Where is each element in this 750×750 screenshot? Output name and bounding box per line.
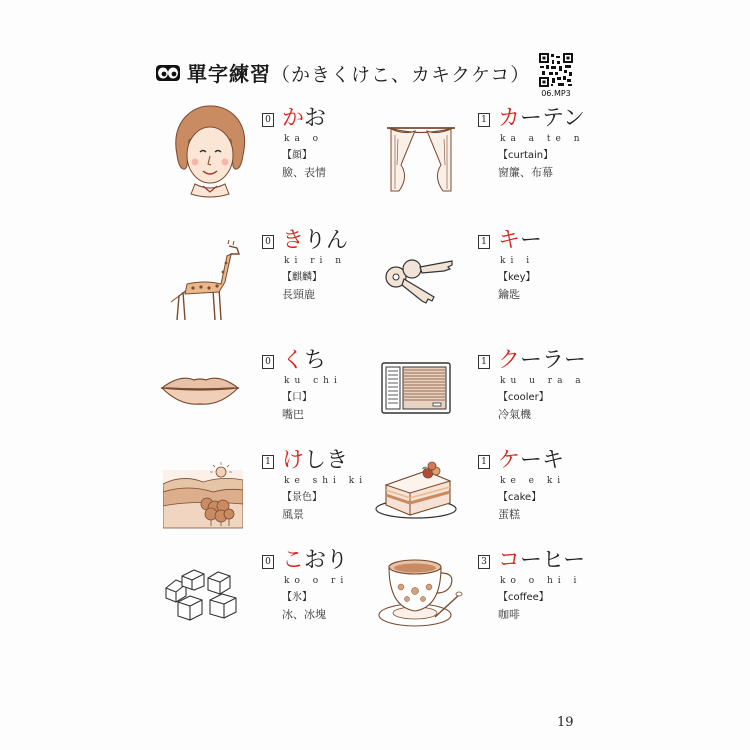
accent-number: 0 xyxy=(262,355,274,369)
accent-number: 1 xyxy=(478,455,490,469)
chinese-meaning: 長頸鹿 xyxy=(282,288,315,301)
word-rest: おり xyxy=(304,548,349,573)
qr-code-icon[interactable] xyxy=(539,53,573,87)
key-icon xyxy=(378,255,458,310)
word-rest: ーキ xyxy=(520,448,565,473)
accent-number: 1 xyxy=(262,455,274,469)
romaji: ko o hi i xyxy=(500,576,582,586)
vocab-word xyxy=(282,448,348,474)
romaji: ke e ki xyxy=(500,476,566,486)
romaji: ki ri n xyxy=(284,256,347,266)
vocab-word xyxy=(498,348,586,374)
eyes-book-icon xyxy=(155,64,181,82)
accent-number: 0 xyxy=(262,235,274,249)
section-header xyxy=(155,58,530,87)
vocab-word xyxy=(498,228,542,254)
vocab-word xyxy=(498,548,585,574)
air-conditioner-icon xyxy=(381,362,451,414)
word-rest: ー xyxy=(520,228,543,253)
accent-number: 1 xyxy=(478,235,490,249)
page-number: 19 xyxy=(557,715,574,730)
kanji-gloss: 【顔】 xyxy=(282,150,312,161)
highlighted-kana: か xyxy=(282,106,305,131)
ice-cubes-icon xyxy=(160,568,246,626)
highlighted-kana: コ xyxy=(498,548,521,573)
word-rest: しき xyxy=(304,448,349,473)
curtain-icon xyxy=(385,125,457,193)
highlighted-kana: こ xyxy=(282,548,305,573)
highlighted-kana: け xyxy=(282,448,305,473)
accent-number: 1 xyxy=(478,113,490,127)
highlighted-kana: カ xyxy=(498,106,521,131)
chinese-meaning: 嘴巴 xyxy=(282,408,304,421)
chinese-meaning: 咖啡 xyxy=(498,608,520,621)
audio-file-label: 06.MP3 xyxy=(541,89,571,98)
romaji: ka o xyxy=(284,134,324,144)
title-subtitle: （かきくけこ、カキクケコ） xyxy=(271,64,531,86)
coffee-cup-icon xyxy=(375,555,463,630)
chinese-meaning: 鑰匙 xyxy=(498,288,520,301)
word-rest: ーヒー xyxy=(520,548,586,573)
word-rest: ーラー xyxy=(520,348,587,373)
kanji-gloss: 【景色】 xyxy=(282,492,322,503)
highlighted-kana: ケ xyxy=(498,448,521,473)
word-rest: お xyxy=(304,106,327,131)
kanji-gloss: 【key】 xyxy=(498,272,536,283)
kanji-gloss: 【氷】 xyxy=(282,592,312,603)
face-icon xyxy=(165,100,255,200)
word-rest: ち xyxy=(304,348,327,373)
accent-number: 1 xyxy=(478,355,490,369)
chinese-meaning: 冷氣機 xyxy=(498,408,531,421)
chinese-meaning: 臉、表情 xyxy=(282,166,326,179)
kanji-gloss: 【麒麟】 xyxy=(282,272,322,283)
vocab-word xyxy=(282,548,348,574)
cake-icon xyxy=(372,455,464,520)
chinese-meaning: 窗簾、布幕 xyxy=(498,166,553,179)
title-main: 單字練習 xyxy=(187,62,271,86)
giraffe-icon xyxy=(165,238,245,323)
kanji-gloss: 【口】 xyxy=(282,392,312,403)
chinese-meaning: 冰、冰塊 xyxy=(282,608,326,621)
romaji: ki i xyxy=(500,256,535,266)
romaji: ke shi ki xyxy=(284,476,368,486)
highlighted-kana: き xyxy=(282,228,305,253)
romaji: ka a te n xyxy=(500,134,585,144)
vocab-word xyxy=(282,348,326,374)
highlighted-kana: ク xyxy=(498,348,521,373)
kanji-gloss: 【cake】 xyxy=(498,492,542,503)
vocab-word xyxy=(282,106,326,132)
vocab-word xyxy=(498,106,585,132)
accent-number: 0 xyxy=(262,113,274,127)
highlighted-kana: キ xyxy=(498,228,521,253)
vocab-word xyxy=(498,448,564,474)
kanji-gloss: 【cooler】 xyxy=(498,392,549,403)
landscape-icon xyxy=(163,460,243,530)
romaji: ku u ra a xyxy=(500,376,586,386)
accent-number: 0 xyxy=(262,555,274,569)
highlighted-kana: く xyxy=(282,348,305,373)
word-rest: ーテン xyxy=(520,106,585,131)
romaji: ku chi xyxy=(284,376,342,386)
chinese-meaning: 風景 xyxy=(282,508,304,521)
chinese-meaning: 蛋糕 xyxy=(498,508,520,521)
accent-number: 3 xyxy=(478,555,490,569)
kanji-gloss: 【coffee】 xyxy=(498,592,549,603)
romaji: ko o ri xyxy=(284,576,349,586)
lips-icon xyxy=(160,370,240,408)
kanji-gloss: 【curtain】 xyxy=(498,150,554,161)
vocab-word xyxy=(282,228,348,254)
word-rest: りん xyxy=(304,228,349,253)
page-title xyxy=(187,58,530,87)
